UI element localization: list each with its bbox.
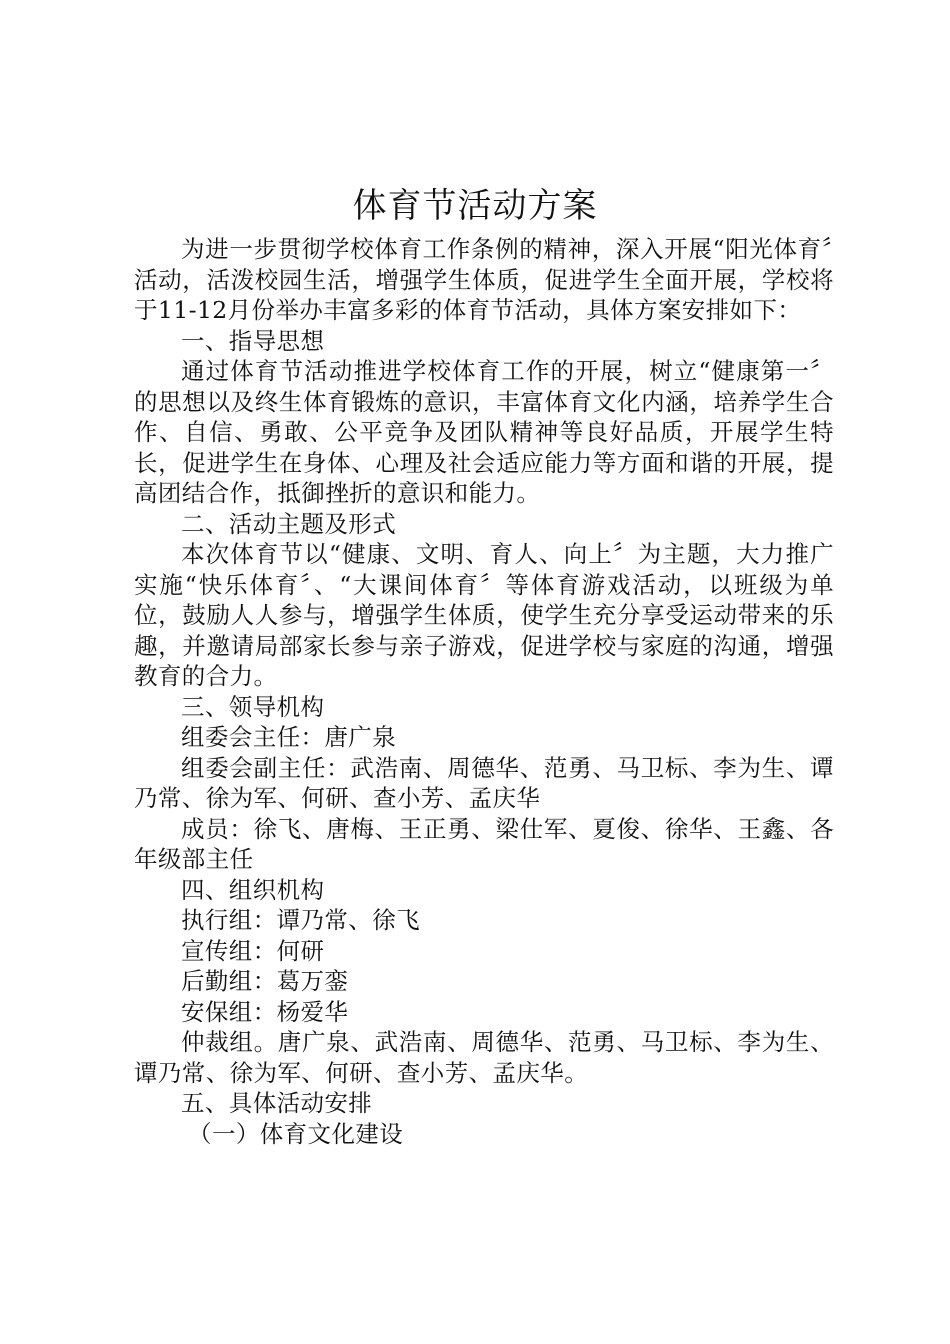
arbitration-group: 仲裁组。唐广泉、武浩南、周德华、范勇、马卫标、李为生、谭乃常、徐为军、何研、查小芳、孟庆华。: [134, 1028, 834, 1087]
section-heading-leadership: 三、领导机构: [181, 692, 325, 721]
subsection-heading-sports-culture: （一）体育文化建设: [188, 1119, 404, 1148]
theme-paragraph: 本次体育节以“健康、文明、育人、向上〞为主题，大力推广实施“快乐体育〞、“大课间体育〞等体育游戏活动，以班级为单位，鼓励人人参与，增强学生体质，使学生充分享受运动带来的乐趣，并邀请局部家长参与亲子游戏，促进学校与家庭的沟通，增强教育的合力。: [134, 540, 834, 690]
intro-paragraph: 为进一步贯彻学校体育工作条例的精神，深入开展“阳光体育〞活动，活泼校园生活，增强学生体质，促进学生全面开展，学校将于11-12月份举办丰富多彩的体育节活动，具体方案安排如下：: [134, 235, 834, 324]
document-title: 体育节活动方案: [352, 186, 598, 226]
logistics-group: 后勤组：葛万銮: [181, 967, 349, 995]
section-heading-theme: 二、活动主题及形式: [181, 509, 397, 538]
publicity-group: 宣传组：何研: [181, 936, 325, 965]
section-heading-organization: 四、组织机构: [181, 875, 325, 904]
guiding-thought-paragraph: 通过体育节活动推进学校体育工作的开展，树立“健康第一〞的思想以及终生体育锻炼的意识，丰富体育文化内涵，培养学生合作、自信、勇敢、公平竞争及团队精神等良好品质，开展学生特长，促进学生在身体、心理及社会适应能力等方面和谐的开展，提高团结合作，抵御挫折的意识和能力。: [134, 357, 834, 507]
committee-members: 成员：徐飞、唐梅、王正勇、梁仕军、夏俊、徐华、王鑫、各年级部主任: [134, 814, 834, 873]
section-heading-guiding-thought: 一、指导思想: [181, 326, 325, 355]
section-heading-activities: 五、具体活动安排: [181, 1089, 373, 1117]
executive-group: 执行组：谭乃常、徐飞: [181, 906, 420, 934]
document-body: [134, 234, 834, 1149]
committee-director: 组委会主任：唐广泉: [181, 723, 397, 751]
security-group: 安保组：杨爱华: [181, 997, 349, 1026]
committee-deputy-directors: 组委会副主任：武浩南、周德华、范勇、马卫标、李为生、谭乃常、徐为军、何研、查小芳、孟庆华: [134, 753, 834, 812]
